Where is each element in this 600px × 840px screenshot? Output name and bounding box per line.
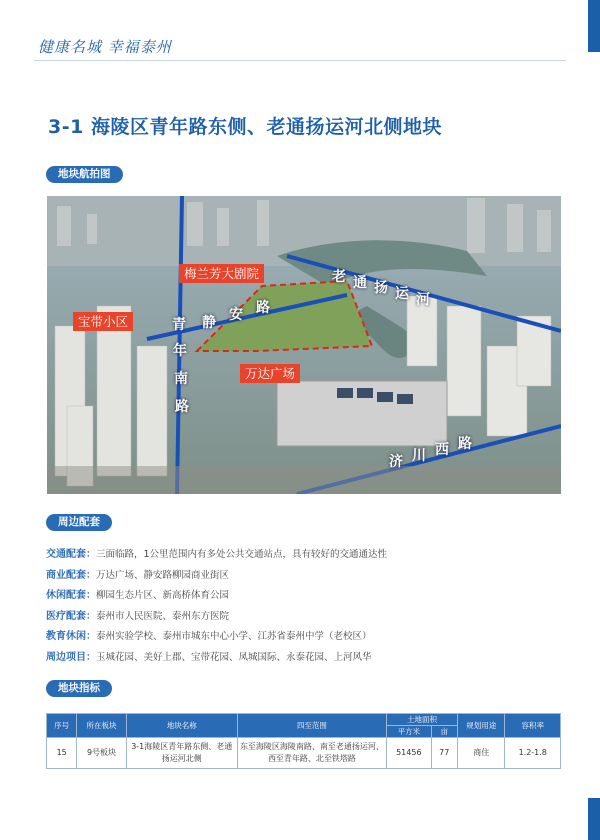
list-item-value: 玉城花园、美好上郡、宝带花园、凤城国际、永泰花园、上河风华 bbox=[96, 651, 372, 663]
road-laotong-3: 扬 bbox=[374, 280, 388, 296]
table-cell-area-m2: 51456 bbox=[387, 738, 431, 769]
road-laotong-4: 运 bbox=[395, 286, 409, 302]
list-item-key: 交通配套： bbox=[46, 549, 96, 560]
list-item-key: 医疗配套： bbox=[46, 610, 96, 622]
header-slogan: 健康名城 幸福泰州 bbox=[38, 38, 172, 56]
footer-corner-bar bbox=[588, 798, 600, 840]
table-header-area-m2: 平方米 bbox=[387, 726, 431, 738]
table-header-use: 规划用途 bbox=[458, 714, 505, 738]
road-qingnian-1: 青 bbox=[172, 317, 186, 333]
list-item bbox=[46, 607, 566, 628]
list-item-key: 商业配套： bbox=[46, 569, 96, 581]
road-qingnian-4: 路 bbox=[175, 399, 189, 415]
surroundings-list bbox=[46, 545, 566, 668]
table-header-plate: 所在板块 bbox=[77, 714, 126, 738]
header-corner-bar bbox=[588, 0, 600, 52]
road-laotong-2: 通 bbox=[353, 275, 367, 291]
list-item bbox=[46, 648, 566, 669]
list-item-value: 泰州市人民医院、泰州东方医院 bbox=[96, 610, 230, 622]
road-laotong-1: 老 bbox=[332, 269, 346, 285]
label-wanda: 万达广场 bbox=[240, 364, 300, 383]
road-qingnian-3: 南 bbox=[174, 371, 188, 387]
table-cell-plate: 9号板块 bbox=[77, 738, 126, 769]
table-header-no: 序号 bbox=[47, 714, 77, 738]
header-divider bbox=[34, 60, 566, 61]
table-header-area: 土地面积 bbox=[387, 714, 458, 726]
table-cell-area-mu: 77 bbox=[431, 738, 458, 769]
road-qingnian-2: 年 bbox=[173, 343, 187, 359]
list-item-key: 周边项目： bbox=[46, 651, 96, 663]
list-item bbox=[46, 545, 566, 566]
list-item bbox=[46, 566, 566, 587]
list-item-value: 柳园生态片区、新高桥体育公园 bbox=[96, 590, 230, 601]
page-title: 3-1 海陵区青年路东侧、老通扬运河北侧地块 bbox=[48, 116, 442, 138]
table-row bbox=[47, 738, 561, 769]
list-item bbox=[46, 627, 566, 648]
table-cell-no: 15 bbox=[47, 738, 77, 769]
road-jingan-3: 路 bbox=[256, 300, 270, 316]
table-header-bounds: 四至范围 bbox=[237, 714, 386, 738]
label-baodai: 宝带小区 bbox=[73, 312, 133, 331]
list-item bbox=[46, 586, 566, 607]
table-header-far: 容积率 bbox=[505, 714, 561, 738]
section-indicators-label: 地块指标 bbox=[46, 680, 112, 697]
road-jichuan-1: 济 bbox=[389, 454, 403, 470]
section-aerial-label: 地块航拍图 bbox=[46, 166, 123, 183]
table-cell-name: 3-1海陵区青年路东侧、老通扬运河北侧 bbox=[126, 738, 237, 769]
road-jingan-1: 静 bbox=[202, 315, 216, 331]
list-item-value: 三面临路，1公里范围内有多处公共交通站点，具有较好的交通通达性 bbox=[96, 549, 388, 560]
section-surroundings-label: 周边配套 bbox=[46, 514, 112, 531]
list-item-value: 泰州实验学校、泰州市城东中心小学、江苏省泰州中学（老校区） bbox=[96, 631, 372, 642]
road-jichuan-3: 西 bbox=[435, 442, 449, 458]
table-header-area-mu: 亩 bbox=[431, 726, 458, 738]
list-item-key: 休闲配套： bbox=[46, 590, 96, 601]
list-item-key: 教育休闲： bbox=[46, 631, 96, 642]
road-jichuan-2: 川 bbox=[412, 448, 426, 464]
table-header-name: 地块名称 bbox=[126, 714, 237, 738]
road-jingan-2: 安 bbox=[229, 307, 243, 323]
road-laotong-5: 河 bbox=[416, 292, 430, 308]
label-theater: 梅兰芳大剧院 bbox=[179, 264, 264, 283]
road-jichuan-4: 路 bbox=[458, 436, 472, 452]
table-cell-far: 1.2-1.8 bbox=[505, 738, 561, 769]
aerial-photo-illustration bbox=[47, 196, 561, 494]
indicators-table bbox=[46, 713, 561, 769]
table-cell-bounds: 东至海陵区海陵南路、南至老通扬运河、西至青年路、北至铁塔路 bbox=[237, 738, 386, 769]
table-cell-use: 商住 bbox=[458, 738, 505, 769]
list-item-value: 万达广场、静安路柳园商业街区 bbox=[96, 569, 230, 581]
aerial-photo bbox=[47, 196, 561, 494]
